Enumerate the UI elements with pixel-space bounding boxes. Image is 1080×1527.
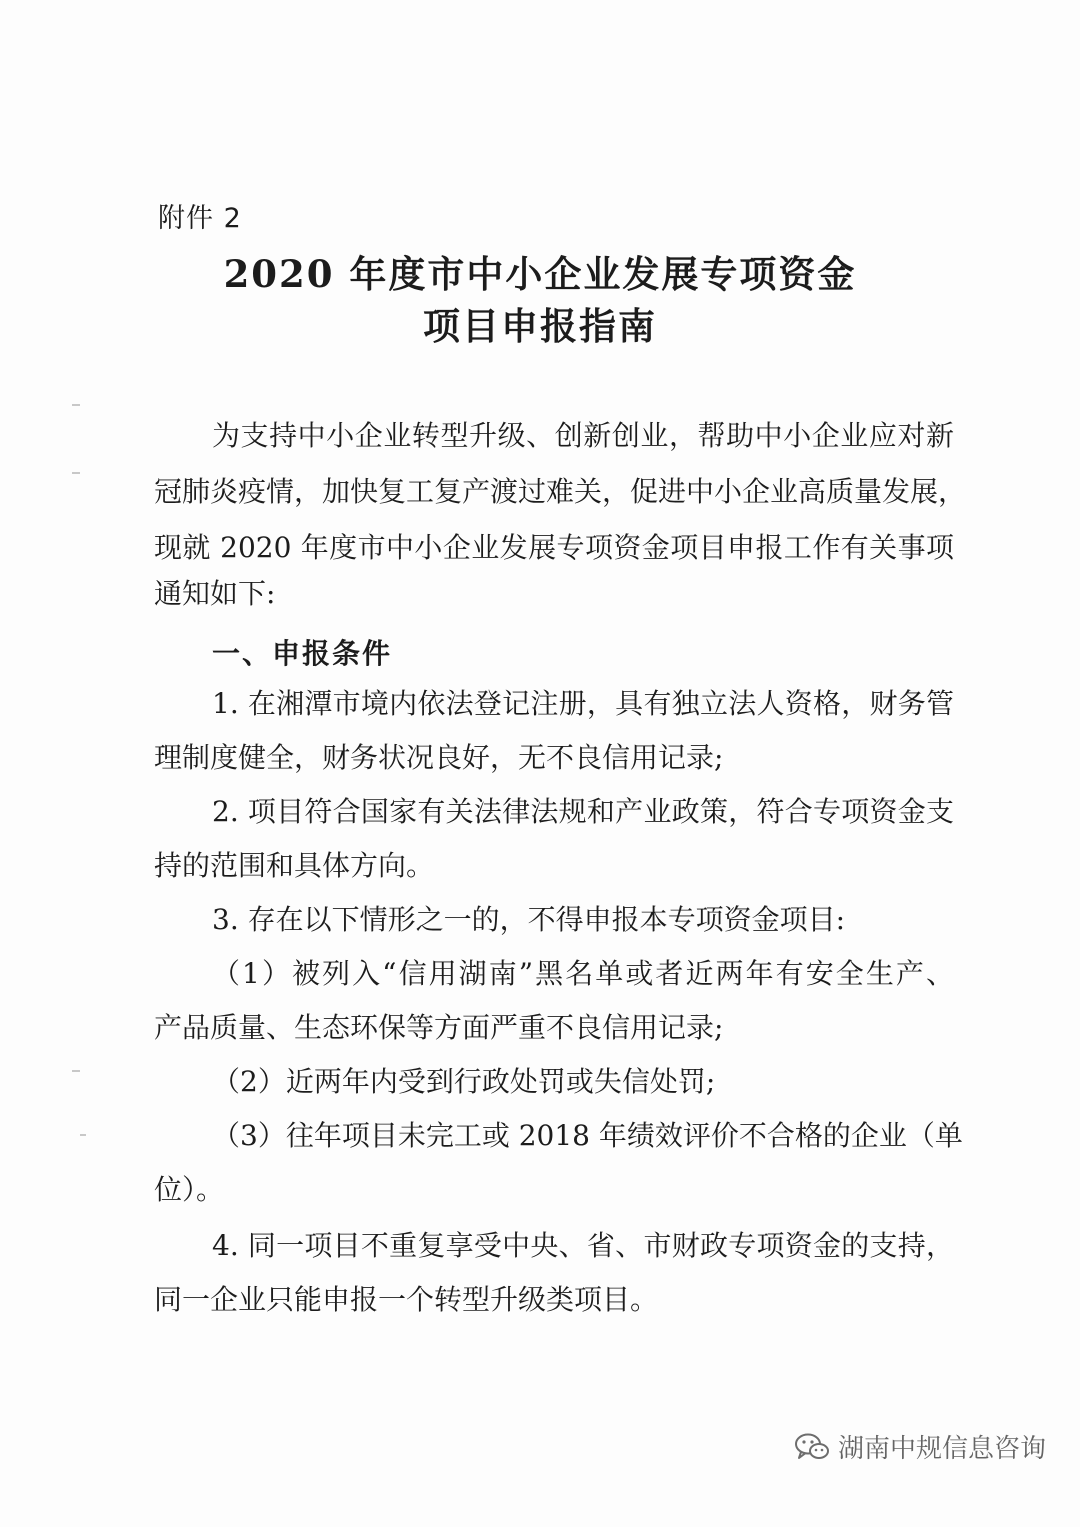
clause-line: （3）往年项目未完工或 2018 年绩效评价不合格的企业（单 (212, 1119, 963, 1152)
section-heading: 一、申报条件 (212, 637, 393, 670)
clause-line: 3. 存在以下情形之一的，不得申报本专项资金项目: (212, 903, 846, 936)
account-watermark (794, 1428, 1046, 1465)
intro-line: 冠肺炎疫情，加快复工复产渡过难关，促进中小企业高质量发展， (154, 475, 967, 508)
clause-line: 持的范围和具体方向。 (154, 849, 435, 882)
document-title-line-2: 项目申报指南 (423, 304, 657, 348)
intro-line: 通知如下: (154, 577, 276, 610)
clause-line: 产品质量、生态环保等方面严重不良信用记录; (154, 1011, 724, 1044)
clause-line: （1）被列入“信用湖南”黑名单或者近两年有安全生产、 (212, 957, 954, 990)
clause-line: 2. 项目符合国家有关法律法规和产业政策，符合专项资金支 (212, 795, 954, 828)
watermark-text: 湖南中规信息咨询 (838, 1434, 1047, 1464)
wechat-icon (794, 1432, 830, 1462)
document-title-line-1: 2020 年度市中小企业发展专项资金 (223, 252, 857, 296)
clause-line: 1. 在湘潭市境内依法登记注册，具有独立法人资格，财务管 (212, 687, 954, 720)
clause-line: 位）。 (154, 1173, 225, 1206)
scan-mark (72, 1070, 80, 1072)
intro-line: 现就 2020 年度市中小企业发展专项资金项目申报工作有关事项 (154, 531, 954, 564)
attachment-label: 附件 2 (158, 203, 242, 234)
clause-line: 4. 同一项目不重复享受中央、省、市财政专项资金的支持， (212, 1229, 954, 1262)
clause-line: 同一企业只能申报一个转型升级类项目。 (154, 1283, 659, 1316)
clause-line: 理制度健全，财务状况良好，无不良信用记录; (154, 741, 724, 774)
intro-line: 为支持中小企业转型升级、创新创业，帮助中小企业应对新 (212, 419, 954, 452)
clause-line: （2）近两年内受到行政处罚或失信处罚; (212, 1065, 716, 1098)
scan-mark (72, 404, 80, 406)
scan-mark (72, 472, 80, 474)
scan-mark (80, 1134, 86, 1136)
